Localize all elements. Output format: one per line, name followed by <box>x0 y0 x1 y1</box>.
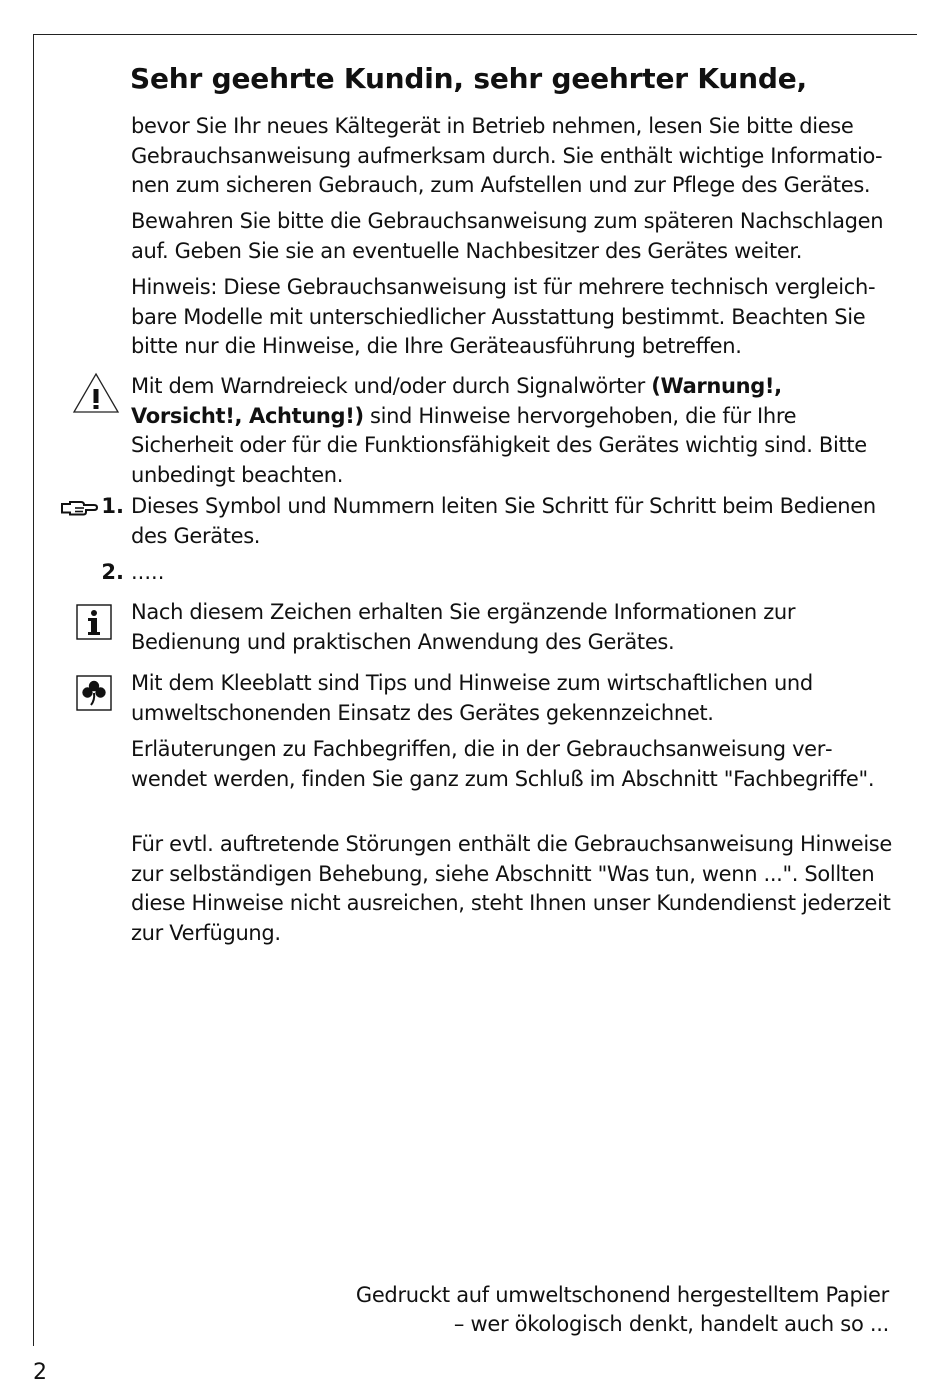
top-rule <box>33 34 917 35</box>
signal-words: (Warnung!, Vorsicht!, Achtung!) <box>131 374 782 428</box>
page-title: Sehr geehrte Kundin, sehr geehrter Kunde, <box>130 62 807 95</box>
eco-paragraph: Mit dem Kleeblatt sind Tips und Hinweise zum wirtschaftlichen und umweltschonenden Einsatz des Gerätes gekennzeichnet. <box>131 671 813 725</box>
hint-paragraph: Hinweis: Diese Gebrauchsanweisung ist für mehrere technisch vergleichbare Modelle mit unterschiedlicher Ausstattung bestimmt. Beachten Sie bitte nur die Hinweise, die Ihre Geräteausführung betreffen. <box>131 275 876 359</box>
storage-paragraph: Bewahren Sie bitte die Gebrauchsanweisung zum späteren Nachschlagen auf. Geben Sie sie an eventuelle Nachbesitzer des Gerätes weiter. <box>131 209 884 263</box>
glossary-paragraph: Erläuterungen zu Fachbegriffen, die in der Gebrauchsanweisung verwendet werden, finden Sie ganz zum Schluß im Abschnitt "Fachbegriffe". <box>131 737 875 791</box>
step-1-number: 1. <box>101 494 124 518</box>
warning-triangle-icon <box>72 372 120 418</box>
info-icon <box>76 604 112 640</box>
step-2-number: 2. <box>101 560 124 584</box>
intro-paragraph: bevor Sie Ihr neues Kältegerät in Betrieb nehmen, lesen Sie bitte diese Gebrauchsanweisung aufmerksam durch. Sie enthält wichtige Informationen zum sicheren Gebrauch, zum Aufstellen und zur Pflege des Gerätes. <box>131 114 883 198</box>
footer-line-1: Gedruckt auf umweltschonend hergestelltem Papier <box>355 1283 889 1307</box>
step-2-text: ..... <box>131 560 165 584</box>
warning-text-start: Mit dem Warndreieck und/oder durch Signalwörter <box>131 374 652 398</box>
troubleshooting-paragraph: Für evtl. auftretende Störungen enthält die Gebrauchsanweisung Hinweise zur selbständigen Behebung, siehe Abschnitt "Was tun, wenn ...". Sollten diese Hinweise nicht ausreichen, steht Ihnen unser Kundendienst jederzeit zur Verfügung. <box>131 832 892 945</box>
page-number: 2 <box>33 1360 47 1385</box>
cloverleaf-icon <box>76 675 112 711</box>
info-paragraph: Nach diesem Zeichen erhalten Sie ergänzende Informationen zur Bedienung und praktischen Anwendung des Gerätes. <box>131 600 796 654</box>
step-1-text: Dieses Symbol und Nummern leiten Sie Schritt für Schritt beim Bedienen des Gerätes. <box>131 494 876 548</box>
left-rule <box>33 34 34 1346</box>
footer-line-2: – wer ökologisch denkt, handelt auch so ... <box>453 1312 889 1336</box>
warning-paragraph <box>131 372 893 490</box>
warning-text-end: sind Hinweise hervorgehoben, die für Ihre Sicherheit oder für die Funktionsfähigkeit des Gerätes wichtig sind. Bitte unbedingt beachten. <box>131 403 867 487</box>
